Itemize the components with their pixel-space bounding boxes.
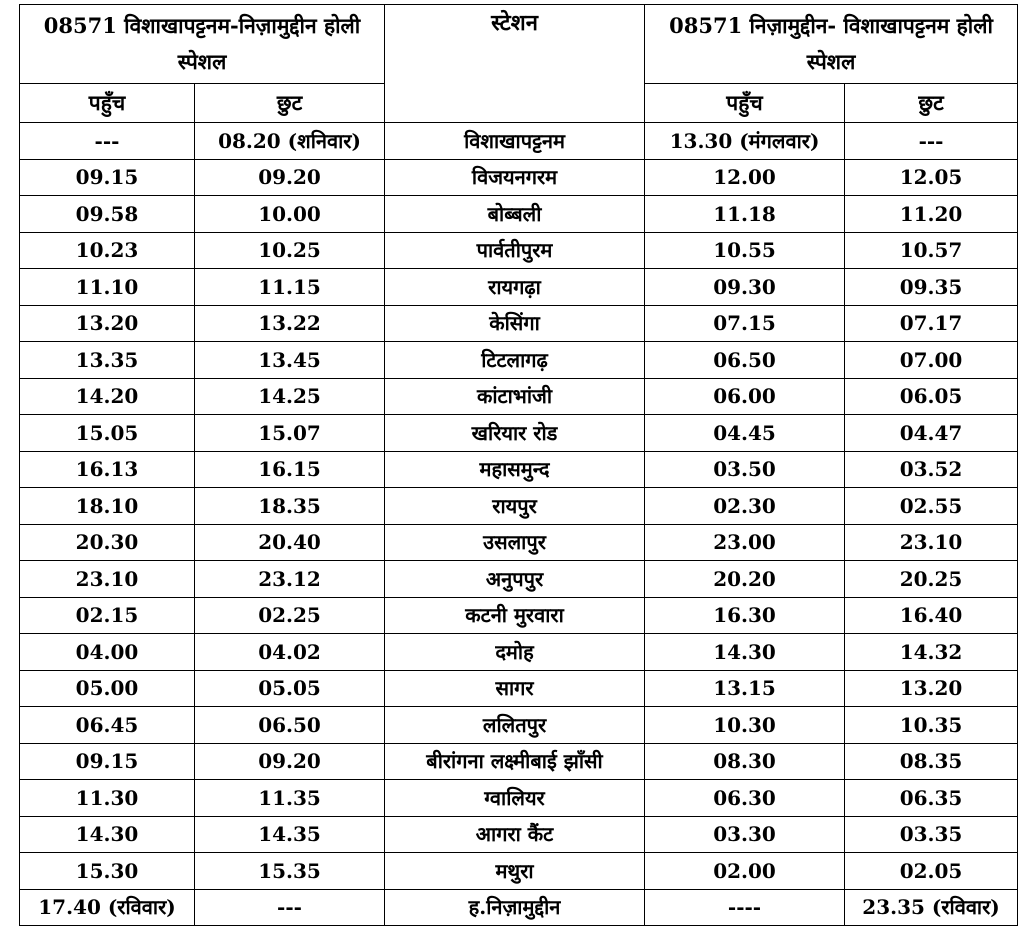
station-cell: महासमुन्द — [385, 451, 645, 488]
left-departure-cell: 15.35 — [195, 853, 385, 890]
left-departure-cell: 08.20 (शनिवार) — [195, 123, 385, 160]
left-departure-cell: 06.50 — [195, 707, 385, 744]
left-departure-cell: 05.05 — [195, 670, 385, 707]
left-departure-cell: --- — [195, 889, 385, 926]
table-row — [20, 232, 1018, 269]
right-departure-cell: 23.35 (रविवार) — [845, 889, 1018, 926]
table-row — [20, 707, 1018, 744]
station-cell: अनुपपुर — [385, 561, 645, 598]
left-departure-cell: 11.15 — [195, 269, 385, 306]
left-arrival-cell: 11.30 — [20, 780, 195, 817]
right-arrival-cell: 14.30 — [645, 634, 845, 671]
station-cell: सागर — [385, 670, 645, 707]
table-row — [20, 305, 1018, 342]
station-cell: आगरा कैंट — [385, 816, 645, 853]
table-row — [20, 561, 1018, 598]
left-departure-cell: 14.35 — [195, 816, 385, 853]
right-departure-cell: 03.52 — [845, 451, 1018, 488]
right-arrival-cell: 02.30 — [645, 488, 845, 525]
right-arrival-cell: 06.30 — [645, 780, 845, 817]
station-cell: कांटाभांजी — [385, 378, 645, 415]
table-row — [20, 597, 1018, 634]
station-cell: ललितपुर — [385, 707, 645, 744]
right-arrival-cell: 02.00 — [645, 853, 845, 890]
left-departure-cell: 10.25 — [195, 232, 385, 269]
right-departure-cell: 16.40 — [845, 597, 1018, 634]
station-cell: विशाखापट्टनम — [385, 123, 645, 160]
right-arrival-cell: 03.30 — [645, 816, 845, 853]
left-arrival-cell: 04.00 — [20, 634, 195, 671]
table-row — [20, 743, 1018, 780]
station-cell: बोब्बली — [385, 196, 645, 233]
left-departure-cell: 18.35 — [195, 488, 385, 525]
timetable-header — [20, 5, 1018, 123]
left-train-title: 08571 विशाखापट्टनम-निज़ामुद्दीन होली स्पेशल — [20, 5, 385, 84]
station-cell: उसलापुर — [385, 524, 645, 561]
right-departure-cell: 04.47 — [845, 415, 1018, 452]
right-departure-cell: 09.35 — [845, 269, 1018, 306]
right-arrival-cell: 10.55 — [645, 232, 845, 269]
left-departure-cell: 23.12 — [195, 561, 385, 598]
right-departure-cell: 10.57 — [845, 232, 1018, 269]
table-row — [20, 780, 1018, 817]
right-arrival-cell: 07.15 — [645, 305, 845, 342]
right-departure-header: छुट — [845, 84, 1018, 123]
table-row — [20, 123, 1018, 160]
right-arrival-cell: 11.18 — [645, 196, 845, 233]
left-arrival-cell: 09.58 — [20, 196, 195, 233]
right-arrival-cell: ---- — [645, 889, 845, 926]
right-arrival-cell: 12.00 — [645, 159, 845, 196]
right-departure-cell: 02.55 — [845, 488, 1018, 525]
station-cell: खरियार रोड — [385, 415, 645, 452]
left-departure-cell: 11.35 — [195, 780, 385, 817]
left-arrival-cell: 13.20 — [20, 305, 195, 342]
station-cell: दमोह — [385, 634, 645, 671]
left-arrival-cell: 09.15 — [20, 159, 195, 196]
left-departure-header: छुट — [195, 84, 385, 123]
table-row — [20, 342, 1018, 379]
left-arrival-header: पहुँच — [20, 84, 195, 123]
right-train-title: 08571 निज़ामुद्दीन- विशाखापट्टनम होली स्पेशल — [645, 5, 1018, 84]
station-cell: बीरांगना लक्ष्मीबाई झाँसी — [385, 743, 645, 780]
left-departure-cell: 09.20 — [195, 159, 385, 196]
left-departure-cell: 16.15 — [195, 451, 385, 488]
header-row-titles — [20, 5, 1018, 84]
table-row — [20, 269, 1018, 306]
right-arrival-cell: 08.30 — [645, 743, 845, 780]
right-arrival-cell: 04.45 — [645, 415, 845, 452]
left-departure-cell: 20.40 — [195, 524, 385, 561]
left-departure-cell: 14.25 — [195, 378, 385, 415]
left-arrival-cell: 14.20 — [20, 378, 195, 415]
station-cell: मथुरा — [385, 853, 645, 890]
table-row — [20, 488, 1018, 525]
table-row — [20, 378, 1018, 415]
right-arrival-cell: 13.15 — [645, 670, 845, 707]
right-departure-cell: 07.17 — [845, 305, 1018, 342]
left-arrival-cell: 02.15 — [20, 597, 195, 634]
right-departure-cell: 07.00 — [845, 342, 1018, 379]
right-departure-cell: 14.32 — [845, 634, 1018, 671]
right-arrival-cell: 06.50 — [645, 342, 845, 379]
left-arrival-cell: --- — [20, 123, 195, 160]
right-arrival-cell: 06.00 — [645, 378, 845, 415]
right-arrival-cell: 23.00 — [645, 524, 845, 561]
table-row — [20, 634, 1018, 671]
station-cell: रायपुर — [385, 488, 645, 525]
left-departure-cell: 10.00 — [195, 196, 385, 233]
table-row — [20, 196, 1018, 233]
left-arrival-cell: 15.05 — [20, 415, 195, 452]
right-arrival-cell: 20.20 — [645, 561, 845, 598]
right-arrival-cell: 09.30 — [645, 269, 845, 306]
left-departure-cell: 13.45 — [195, 342, 385, 379]
left-arrival-cell: 09.15 — [20, 743, 195, 780]
right-departure-cell: 06.05 — [845, 378, 1018, 415]
left-arrival-cell: 20.30 — [20, 524, 195, 561]
table-row — [20, 415, 1018, 452]
station-cell: विजयनगरम — [385, 159, 645, 196]
left-arrival-cell: 15.30 — [20, 853, 195, 890]
right-arrival-cell: 13.30 (मंगलवार) — [645, 123, 845, 160]
right-departure-cell: 13.20 — [845, 670, 1018, 707]
table-row — [20, 524, 1018, 561]
station-cell: कटनी मुरवारा — [385, 597, 645, 634]
left-arrival-cell: 16.13 — [20, 451, 195, 488]
right-departure-cell: 12.05 — [845, 159, 1018, 196]
station-cell: रायगढ़ा — [385, 269, 645, 306]
left-arrival-cell: 13.35 — [20, 342, 195, 379]
left-arrival-cell: 14.30 — [20, 816, 195, 853]
right-departure-cell: 11.20 — [845, 196, 1018, 233]
station-column-header: स्टेशन — [385, 5, 645, 123]
left-arrival-cell: 23.10 — [20, 561, 195, 598]
left-departure-cell: 02.25 — [195, 597, 385, 634]
table-row — [20, 853, 1018, 890]
right-departure-cell: 10.35 — [845, 707, 1018, 744]
right-departure-cell: --- — [845, 123, 1018, 160]
left-arrival-cell: 11.10 — [20, 269, 195, 306]
left-departure-cell: 13.22 — [195, 305, 385, 342]
right-departure-cell: 06.35 — [845, 780, 1018, 817]
station-cell: ह.निज़ामुद्दीन — [385, 889, 645, 926]
right-arrival-header: पहुँच — [645, 84, 845, 123]
right-departure-cell: 20.25 — [845, 561, 1018, 598]
table-row — [20, 451, 1018, 488]
right-arrival-cell: 16.30 — [645, 597, 845, 634]
left-arrival-cell: 10.23 — [20, 232, 195, 269]
right-departure-cell: 08.35 — [845, 743, 1018, 780]
left-arrival-cell: 17.40 (रविवार) — [20, 889, 195, 926]
left-arrival-cell: 05.00 — [20, 670, 195, 707]
left-departure-cell: 15.07 — [195, 415, 385, 452]
left-departure-cell: 09.20 — [195, 743, 385, 780]
table-row — [20, 159, 1018, 196]
left-arrival-cell: 06.45 — [20, 707, 195, 744]
station-cell: ग्वालियर — [385, 780, 645, 817]
timetable — [19, 4, 1018, 926]
left-departure-cell: 04.02 — [195, 634, 385, 671]
table-row — [20, 889, 1018, 926]
table-row — [20, 670, 1018, 707]
station-cell: पार्वतीपुरम — [385, 232, 645, 269]
right-departure-cell: 03.35 — [845, 816, 1018, 853]
station-cell: केसिंगा — [385, 305, 645, 342]
right-departure-cell: 02.05 — [845, 853, 1018, 890]
right-departure-cell: 23.10 — [845, 524, 1018, 561]
right-arrival-cell: 10.30 — [645, 707, 845, 744]
table-row — [20, 816, 1018, 853]
station-cell: टिटलागढ़ — [385, 342, 645, 379]
left-arrival-cell: 18.10 — [20, 488, 195, 525]
timetable-body — [20, 123, 1018, 926]
right-arrival-cell: 03.50 — [645, 451, 845, 488]
